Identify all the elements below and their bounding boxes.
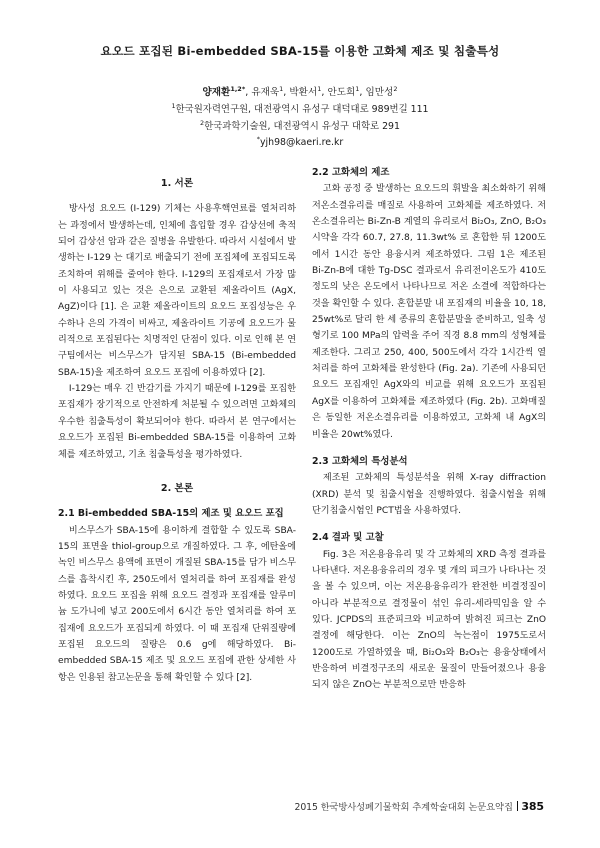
author-1: 양재환$^{1,2*}$ [202,85,246,99]
page-footer [295,799,545,813]
author-2: 유재욱$^1$ [251,85,284,99]
intro-paragraph-1: 방사성 요오드 (I-129) 기체는 사용후핵연료를 열처리하는 과정에서 발생하는데, 인체에 흡입할 경우 갑상선에 축적되어 갑상선 암과 같은 질병을 유발한다. 따라서 시설에서 발생하는 I-129 는 대기로 배출되기 전에 포집체에 포집되도록 조치하여 위해를 줄여야 한다. I-129의 포집재로서 가장 많이 사용되고 있는 것은 은으로 교환된 제올라이트 (AgX, AgZ)이다 [1]. 은 교환 제올라이트의 요오드 포집성능은 우수하나 은의 가격이 비싸고, 제올라이트 기공에 요오드가 물리적으로 포집된다는 치명적인 단점이 있다. 이로 인해 본 연구팀에서는 비스무스가 담지된 SBA-15 (Bi-embedded SBA-15)을 제조하여 요오드 포집에 이용하였다 [2]. [58,204,296,378]
footer-divider [517,801,519,811]
right-column [312,165,546,785]
author-3: 박환서$^1$ [289,85,322,99]
affiliation-1: $^1$한국원자력연구원, 대전광역시 유성구 대덕대로 989번길 111 [171,101,429,115]
section-heading-main: 2. 본론 [160,482,194,494]
footer-proceedings: 2015 한국방사성폐기물학회 추계학술대회 논문요약집 [294,802,513,813]
section-heading-intro: 1. 서론 [160,178,194,189]
paper-title: 요오드 포집된 Bi-embedded SBA-15를 이용한 고화체 제조 및 침출특성 [100,44,500,58]
page-number: 385 [521,800,544,813]
subsection-heading-2-2: 2.2 고화체의 제조 [312,167,390,178]
left-column [58,165,296,785]
subsection-2-3-text: 제조된 고화체의 특성분석을 위해 X-ray diffraction (XRD) 분석 및 침출시험을 진행하였다. 침출시험을 위해 단기침출시험인 PCT법을 사용하였다. [312,473,546,516]
subsection-heading-2-1: 2.1 Bi-embedded SBA-15의 제조 및 요오드 포집 [58,508,284,520]
subsection-2-1-text: 비스무스가 SBA-15에 용이하게 결합할 수 있도록 SBA-15의 표면을 thiol-group으로 개질하였다. 그 후, 에탄올에 녹인 비스무스 용액에 표면이 개질된 SBA-15를 담가 비스무스를 흡착시킨 후, 250도에서 열처리를 하여 포집재를 완성하였다. 요오드 포집을 위해 요오드 결정과 포집재를 알루미늄 도가니에 넣고 200도에서 6시간 동안 열처리를 하여 포집재에 요오드가 포집되게 하였다. 이 때 포집재 단위질량에 포집된 요오드의 질량은 0.6 g에 해당하였다. Bi-embedded SBA-15 제조 및 요오드 포집에 관한 상세한 사항은 인용된 참고논문을 통해 확인할 수 있다 [2]. [58,525,296,683]
subsection-heading-2-4: 2.4 결과 및 고찰 [312,532,384,544]
author-4: 안도희$^1$ [327,85,360,99]
contact-email: *yjh98@kaeri.re.kr [256,135,344,149]
affiliation-2: $^2$한국과학기술원, 대전광역시 유성구 대학로 291 [200,118,400,132]
subsection-2-4-text: Fig. 3은 저온용융유리 및 각 고화체의 XRD 측정 결과를 나타낸다. 저온용융유리의 경우 몇 개의 피크가 나타나는 것을 볼 수 있으며, 이는 저온용융유리가 완전한 비결정질이 아니라 부분적으로 결정물이 섞인 유리-세라믹임을 알 수 있다. JCPDS의 표준피크와 비교하여 밝혀진 피크는 ZnO 결정에 해당한다. 이는 ZnO의 녹는점이 1975도로서 1200도로 가열하였을 때, Bi₂O₃와 B₂O₃는 용융상태에서 반응하여 비결정구조의 새로운 물질이 만들어졌으나 용융되지 않은 ZnO는 부분적으로만 반응하 [312,549,546,691]
author-5: 임만성$^2$ [365,85,398,99]
subsection-2-2-text: 고화 공정 중 발생하는 요오드의 휘발을 최소화하기 위해 저온소결유리를 매질로 사용하여 고화체를 제조하였다. 저온소결유리는 Bi-Zn-B 계열의 유리로서 Bi₂O₃, ZnO, B₂O₃ 시약을 각각 60.7, 27.8, 11.3wt% 로 혼합한 뒤 1200도에서 1시간 동안 용융시켜 제조하였다. 그림 1은 제조된 Bi-Zn-B에 대한 Tg-DSC 결과로서 유리전이온도가 410도 정도의 낮은 온도에서 나타나므로 저온 소결에 적합하다는 것을 확인할 수 있다. 혼합분말 내 포집재의 비율을 10, 18, 25wt%로 달리 한 세 종류의 혼합분말을 준비하고, 일축 성형기로 100 MPa의 압력을 주어 직경 8.8 mm의 성형체를 제조한다. 그리고 250, 400, 500도에서 각각 1시간씩 열처리를 하여 고화체를 완성한다 (Fig. 2a). 기존에 사용되던 요오드 포집재인 AgX와의 비교를 위해 요오드가 포집된 AgX를 이용하여 고화체를 제조하였다 (Fig. 2b). 고화매질은 동일한 저온소결유리를 이용하였고, 고화체 내 AgX의 비율은 20wt%였다. [312,184,546,440]
subsection-heading-2-3: 2.3 고화체의 특성분석 [312,455,408,467]
author-list: 양재환$^{1,2*}$, 유재욱$^1$, 박환서$^1$, 안도희$^1$, 임만성$^2$ [202,85,398,99]
intro-paragraph-2: I-129는 매우 긴 반감기를 가지기 때문에 I-129를 포집한 포집재가 장기적으로 안전하게 처분될 수 있으려면 고화체의 우수한 침출특성이 확보되어야 한다. 따라서 본 연구에서는 요오드가 포집된 Bi-embedded SBA-15를 이용하여 고화체를 제조하였고, 기초 침출특성을 평가하였다. [58,384,296,460]
